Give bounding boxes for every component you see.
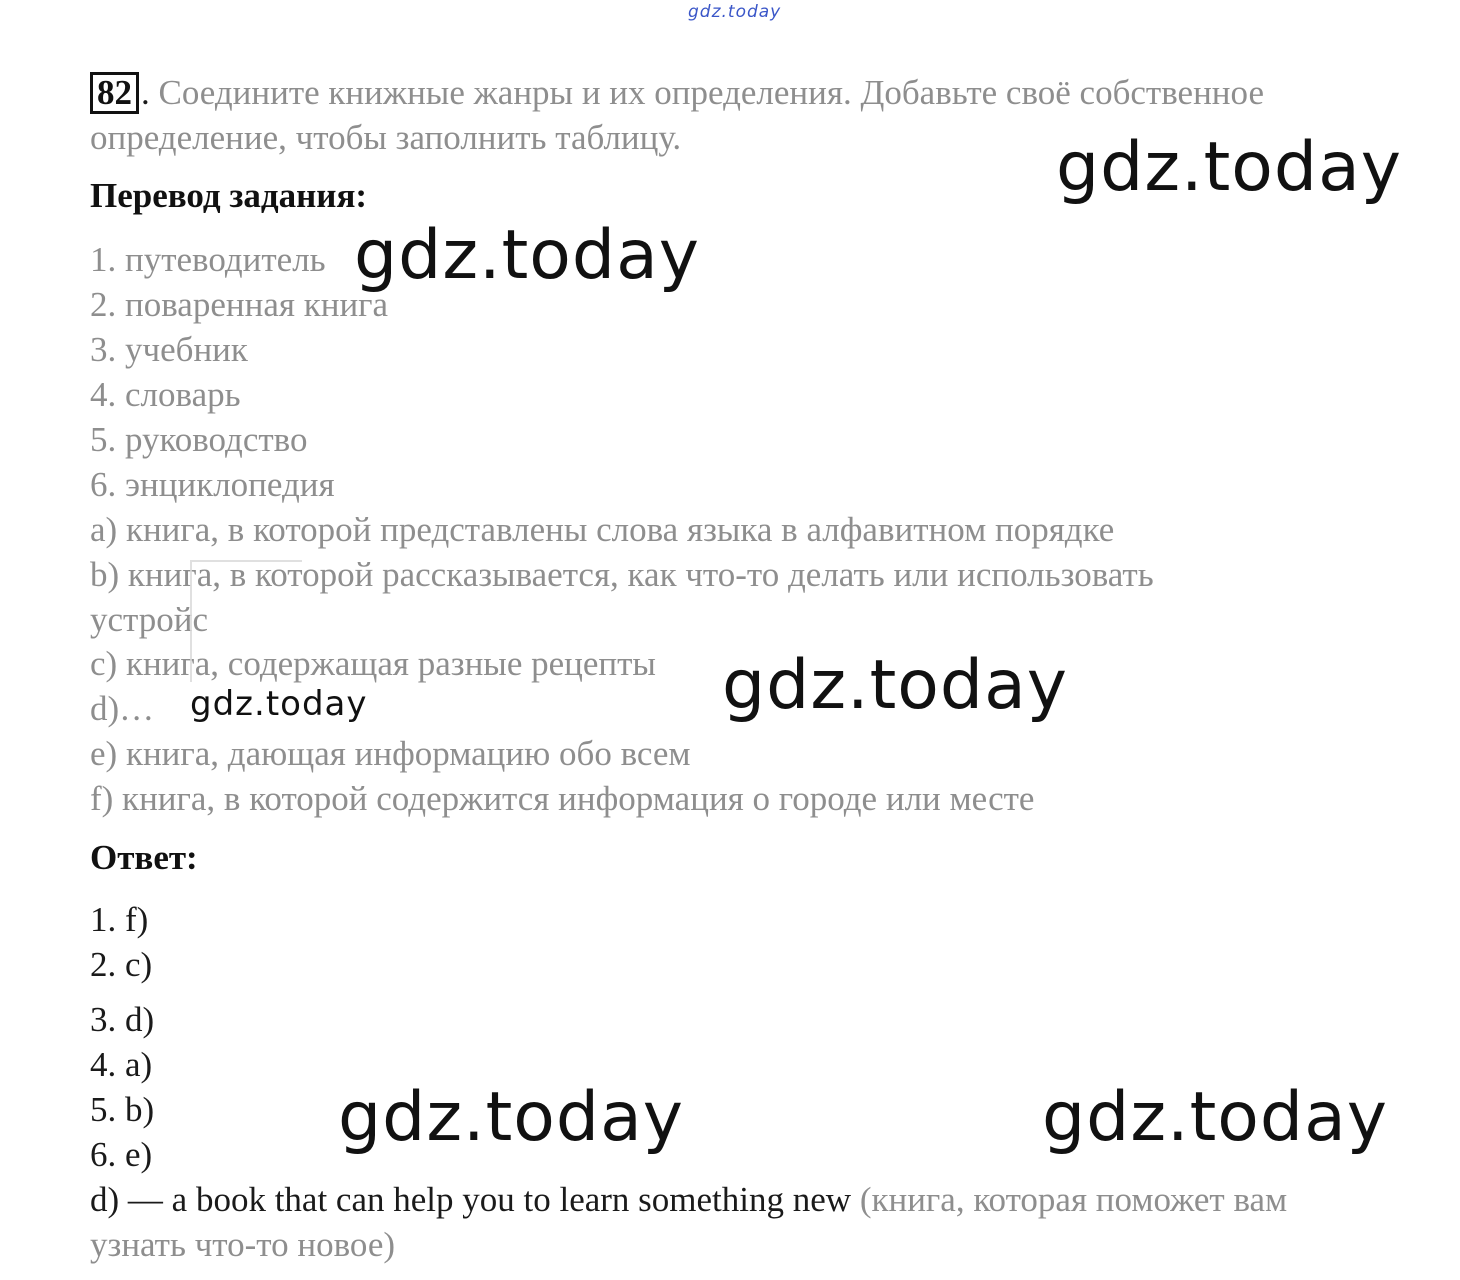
answer-item: 3. d) [90, 1000, 155, 1039]
translation-item: 6. энциклопедия [90, 465, 335, 504]
watermark-4: gdz.today [338, 1078, 684, 1157]
translation-item: d)… [90, 689, 155, 728]
watermark-5: gdz.today [1042, 1078, 1388, 1157]
answer-heading: Ответ: [90, 838, 198, 877]
translation-item: c) книга, содержащая разные рецепты [90, 644, 656, 683]
watermark-1: gdz.today [1056, 128, 1402, 207]
translation-item: 4. словарь [90, 375, 241, 414]
translation-item: 3. учебник [90, 330, 248, 369]
task-text-1: Соедините книжные жанры и их определения. Добавьте своё собственное [158, 73, 1264, 112]
answer-item: 1. f) [90, 900, 149, 939]
answer-extra-line-2: узнать что-то новое) [90, 1225, 396, 1264]
task-statement-line-2: определение, чтобы заполнить таблицу. [90, 118, 682, 157]
translation-heading: Перевод задания: [90, 176, 368, 215]
task-statement-line-1 [90, 70, 1264, 115]
answer-item: 6. e) [90, 1135, 153, 1174]
watermark-3: gdz.today [722, 646, 1068, 725]
answer-extra-russian: (книга, которая поможет вам [851, 1180, 1288, 1219]
answer-extra-line-1 [90, 1177, 1287, 1222]
scan-artifact [190, 560, 302, 682]
translation-item: устройс [90, 600, 209, 639]
translation-item: f) книга, в которой содержится информация о городе или месте [90, 779, 1035, 818]
translation-item: 1. путеводитель [90, 240, 326, 279]
answer-item: 2. c) [90, 945, 153, 984]
answer-extra-english: d) — a book that can help you to learn something new [90, 1180, 852, 1219]
translation-item: 2. поваренная книга [90, 285, 389, 324]
task-number-dot: . [141, 73, 150, 112]
translation-item: 5. руководство [90, 420, 308, 459]
translation-item: a) книга, в которой представлены слова языка в алфавитном порядке [90, 510, 1115, 549]
watermark-small: gdz.today [190, 684, 368, 724]
translation-item: e) книга, дающая информацию обо всем [90, 734, 691, 773]
answer-item: 4. a) [90, 1045, 153, 1084]
task-number: 82 [90, 72, 139, 114]
answer-item: 5. b) [90, 1090, 155, 1129]
watermark-2: gdz.today [354, 216, 700, 295]
watermark-top: gdz.today [688, 2, 782, 22]
translation-item: b) книга, в которой рассказывается, как что-то делать или использовать [90, 555, 1154, 594]
